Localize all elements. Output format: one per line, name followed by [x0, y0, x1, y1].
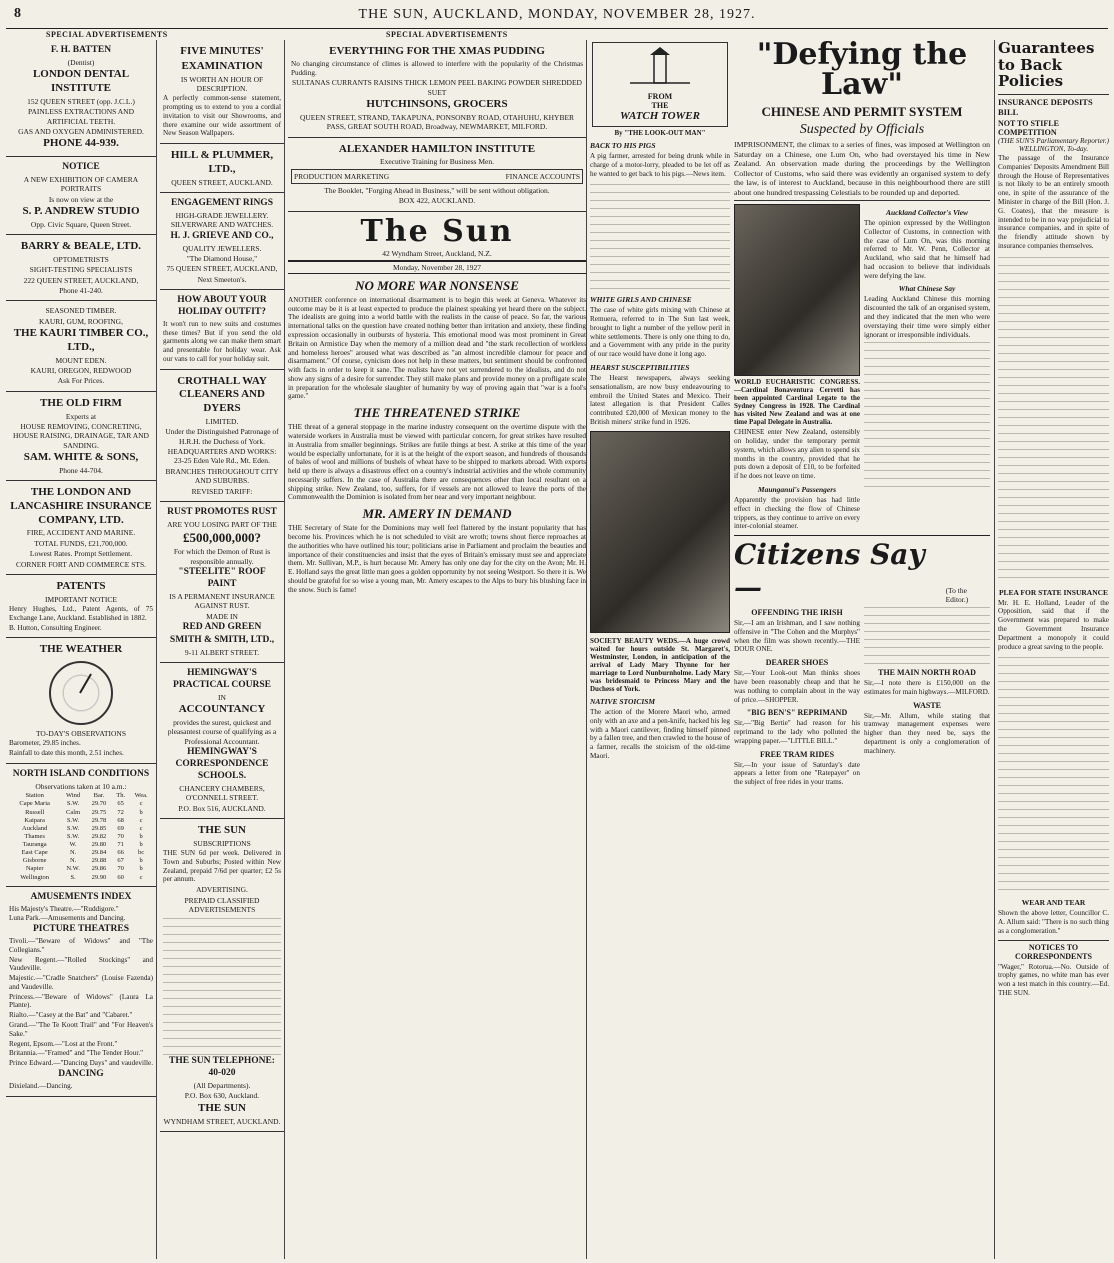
- main-headline: "Defying the Law": [756, 40, 968, 102]
- item-kicker: WHITE GIRLS AND CHINESE: [590, 295, 692, 305]
- letter-heading: "BIG BEN'S" REPRIMAND: [746, 708, 848, 718]
- patents-notice: PATENTS IMPORTANT NOTICE Henry Hughes, Ltd., Patent Agents, of 75 Exchange Lane, Auckland. Established in 1882. B. Hutton, Consulting Engineer.: [6, 575, 156, 638]
- barometer-dial: [49, 661, 113, 725]
- editorial-body-3: THE Secretary of State for the Dominions may well feel flattered by the instant popularity that has become his. Provinces which he is not scheduled to visit are wroth; towns shout fierce reproaches at the authorities who have outlined his tour; politicians arise in Parliament and proclaim the beauties and importance of their constituencies and insist that the eyes of Britain's emissary must see and appreciate them. Mr. Sullivan, M.P., is hurt because Mr. Amery has only one day for the city on the Avon; Mr. H. E. Holland says the great little man goes a golden opportunity by not seeing Westport. So there it is. We should be grateful for so wise a young man, Mr. Amery escapes to the Alps to bury his blushing face in the snow. Such is fame!: [288, 524, 587, 594]
- ad-crothall-cleaners: CROTHALL WAY CLEANERS AND DYERS LIMITED. Under the Distinguished Patronage of H.R.H. the Duchess of York. HEADQUARTERS AND WORKS: 23-25 Eden Vale Rd., Mt. Eden. BRANCHES THROUGHOUT CITY AND SUBURBS. REVISED TARIFF:: [160, 370, 284, 502]
- editorial-headline-1: NO MORE WAR NONSENSE: [355, 277, 519, 293]
- byline: By "THE LOOK-OUT MAN": [614, 129, 706, 137]
- table-row: Auckland S.W. 29.85 69 c: [22, 824, 143, 832]
- letter-heading: OFFENDING THE IRISH: [751, 608, 843, 618]
- section-label-left: SPECIAL ADVERTISEMENTS: [46, 30, 168, 39]
- ad-andrew-studio: NOTICE A NEW EXHIBITION OF CAMERA PORTRAITS Is now on view at the S. P. ANDREW STUDIO Opp. Civic Square, Queen Street.: [6, 157, 156, 235]
- insurance-headline: Guarantees to Back Policies: [998, 40, 1095, 90]
- editorial-date: Monday, November 28, 1927: [288, 262, 586, 274]
- ad-five-minutes: FIVE MINUTES' EXAMINATION IS WORTH AN HOUR OF DESCRIPTION. A perfectly common-sense statement, prompting us to extend to you a cordial invitation to visit our Showrooms, and there examine our wide assortment of New Season Wallpapers.: [160, 40, 284, 144]
- page-number: 8: [14, 6, 21, 21]
- newspaper-page: [6, 4, 1108, 1259]
- ad-old-firm: THE OLD FIRM Experts at HOUSE REMOVING, CONCRETING, HOUSE RAISING, DRAINAGE, TAR AND SANDING. SAM. WHITE & SONS, Phone 44-704.: [6, 392, 156, 481]
- ad-rust-promotes-rust: RUST PROMOTES RUST ARE YOU LOSING PART OF THE £500,000,000? For which the Demon of Rust is responsible annually. "STEELITE" ROOF PAINT IS A PERMANENT INSURANCE AGAINST RUST. MADE IN RED AND GREEN SMITH & SMITH, LTD., 9-11 ALBERT STREET.: [160, 502, 284, 663]
- ad-barry-beale: BARRY & BEALE, LTD. OPTOMETRISTS SIGHT-TESTING SPECIALISTS 222 QUEEN STREET, AUCKLAND, Phone 41-240.: [6, 235, 156, 301]
- letter-heading: FREE TRAM RIDES: [759, 749, 835, 759]
- column-2: [160, 40, 285, 1259]
- article-text: [998, 254, 1109, 584]
- amusements-index: AMUSEMENTS INDEX His Majesty's Theatre.—"Ruddigore." Luna Park.—Amusements and Dancing. PICTURE THEATRES Tivoli.—"Beware of Widows" and "The Collegians." New Regent.—"Rolled Stockings" and Vaudeville. Majestic.—"Cradle Snatchers" (Louise Fazenda) and Vaudeville. Princess.—"Beware of Widows" (Laura La Plante). Rialto.—"Casey at the Bat" and "Cabaret." Grand.—"The Te Koott Trail" and "For Heaven's Sake." Regent, Epsom.—"Lost at the Front." Britannia.—"Framed" and "The Tender Hour." Prince Edward.—"Dancing Days" and vaudeville. DANCING Dixieland.—Dancing.: [6, 887, 156, 1097]
- watch-tower-logo: FROM THE WATCH TOWER: [592, 42, 728, 127]
- photo-caption: WORLD EUCHARISTIC CONGRESS.—Cardinal Bonaventura Cerretti has been appointed Cardinal Legate to the Sydney Congress in 1928. The Cardinal has visited New Zealand and was at one time Papal Delegate in Australia.: [734, 378, 860, 427]
- letter-heading: WASTE: [912, 700, 941, 710]
- table-row: Cape Maria S.W. 29.70 65 c: [19, 800, 143, 808]
- ad-batten: F. H. BATTEN (Dentist) LONDON DENTAL INSTITUTE 152 QUEEN STREET (opp. J.C.L.) PAINLESS EXTRACTIONS AND ARTIFICIAL TEETH. GAS AND OXYGEN ADMINISTERED. PHONE 44-939.: [6, 40, 156, 157]
- ad-xmas-pudding: EVERYTHING FOR THE XMAS PUDDING No changing circumstance of climes is allowed to interfere with the popularity of the Christmas Pudding. SULTANAS CURRANTS RAISINS THICK LEMON PEEL BAKING POWDER SHREDDED SUET HUTCHINSONS, GROCERS QUEEN STREET, STRAND, TAKAPUNA, PONSONBY ROAD, OTAHUHU, KHYBER PASS, GREAT SOUTH ROAD, Broadway, NEWMARKET, MILFORD.: [288, 40, 586, 138]
- verse-text: [590, 181, 730, 291]
- letters-section: OFFENDING THE IRISH Sir,—I am an Irishman, and I saw nothing offensive in "The Cohen and the Murphys" when the film was shown recently.—THE DOUR ONE. DEARER SHOES Sir,—Your Look-out Man thinks shoes have been reasonably cheap and that he was nothing to complain about in the way of price.—SHOPPER. "BIG BEN'S" REPRIMAND Sir,—"Big Bertie" had reason for his reprimand to the lady who polluted the wrapping paper.—"LITTLE BILL." FREE TRAM RIDES Sir,—In your issue of Saturday's date appears a letter from one "Ratepayer" on the subject of free rides in your trams. THE MAIN NORTH ROAD Sir,—I note there is £150,000 on the estimates for main highways.—MILFORD. WASTE Sir,—Mr. Allum, while stating that tramway management expenses were higher than they need be, says the department is only a conglomeration of machinery.: [734, 604, 990, 787]
- column-4: FROM THE WATCH TOWER By "THE LOOK-OUT MAN" BACK TO HIS PIGS A pig farmer, arrested for being drunk while in charge of a motor-lorry, pleaded to be let off as he wanted to get back to his pigs.—News item. WHITE GIRLS AND CHINESE The case of white girls mixing with Chinese at Remuera, referred to in The Sun last week, brought to light a number of the yellow peril in white settlements. There is only one thing to do, and a Government with any pride in the purity of our race would have done it long ago. HEARST SUSCEPTIBILITIES The Hearst newspapers, always seeking sensationalism, are now busy endeavouring to embroil the United States and Mexico. Their latest allegation is that President Calles contributed £20,000 of Mexican money to the British miners' strike fund in 1926. SOCIETY BEAUTY WEDS.—A huge crowd waited for hours outside St. Margaret's, Westminster, London, in anticipation of the arrival of Lady Mary Thynne for her marriage to Lord Nunburnholme. Lady Mary was bridesmaid to Princess Mary and the Duchess of York. NATIVE STOICISM The action of the Morere Maori who, armed only with an axe and a pen-knife, hacked his leg with a Maori cantilever, finding himself pinned by a fallen tree, and then crawled to the house of a farmer, recalls the stoicism of the old-time Maori.: [590, 40, 730, 1259]
- sun-subscriptions: THE SUN SUBSCRIPTIONS THE SUN 6d per week. Delivered in Town and Suburbs; Posted within New Zealand, prepaid 7/6d per quarter; £2 5s per annum. ADVERTISING. PREPAID CLASSIFIED ADVERTISEMENTS THE SUN TELEPHONE: 40-020 (All Departments). P.O. Box 630, Auckland. THE SUN WYNDHAM STREET, AUCKLAND.: [160, 819, 284, 1132]
- table-row: Wellington S. 29.90 60 c: [20, 873, 143, 881]
- lead-paragraph: IMPRISONMENT, the climax to a series of fines, was imposed at Wellington on Saturday on a Chinese, one Lum On, who had overstayed his time in New Zealand. An observation made during the proceedings by the Wellington Collector of Customs, who said there was evidently an organised system to defy the law, is of interest to Auckland, because in this neighbourhood there are still about one hundred trespassing Celestials to be rounded up and deported.: [734, 140, 990, 201]
- masthead-title: THE SUN, AUCKLAND, MONDAY, NOVEMBER 28, 1927.: [358, 7, 756, 22]
- letter-heading: THE MAIN NORTH ROAD: [878, 668, 976, 678]
- table-row: Russell Calm 29.75 72 b: [25, 808, 143, 816]
- table-row: Tauranga W. 29.80 71 b: [22, 841, 143, 849]
- advertising-tariff-text: [163, 915, 281, 1055]
- column-1: [6, 40, 157, 1259]
- table-row: Napier N.W. 29.86 70 b: [25, 865, 143, 873]
- ad-hemingway: HEMINGWAY'S PRACTICAL COURSE IN ACCOUNTANCY provides the surest, quickest and pleasantest course of qualifying as a Professional Accountant. HEMINGWAY'S CORRESPONDENCE SCHOOLS. CHANCERY CHAMBERS, O'CONNELL STREET. P.O. Box 516, AUCKLAND.: [160, 663, 284, 819]
- column-5: "Defying the Law" CHINESE AND PERMIT SYSTEM Suspected by Officials IMPRISONMENT, the climax to a series of fines, was imposed at Wellington on Saturday on a Chinese, one Lum On, who had overstayed his time in New Zealand. An observation made during the proceedings by the Wellington Collector of Customs, who said there was evidently an organised system to defy the law, is of interest to Auckland, because in this neighbourhood there are still about one hundred trespassing Celestials to be rounded up and deported. WORLD EUCHARISTIC CONGRESS.—Cardinal Bonaventura Cerretti has been appointed Cardinal Legate to the Sydney Congress in 1928. The Cardinal has visited New Zealand and was at one time Papal Delegate in Australia. CHINESE enter New Zealand, ostensibly on holiday, under the temporary permit system, which allows any alien to spend six months in the country, provided that he puts down a deposit of £10, to be forfeited if he does not leave on time. Maunganui's Passengers Apparently the provision has had little effect in checking the flow of Chinese trippers, as they continue to arrive on every inter-colonial steamer. Auckland Collector's View The opinion expressed by the Wellington Collector of Customs, in connection with the case of Lum On, was this morning referred to Mr. W. Penn, Collector at Auckland, who said that he himself had had occasion to believe that individuals were defying the law. What Chinese Say Leading Auckland Chinese this morning discounted the talk of an organised system, and they indicated that the men who were overstaying their time were simply either ignorant or irresponsible individuals. Citizens Say— (To the Editor.) OFFENDING THE IRISH Sir,—I am an Irishman, and I saw nothing offensive in "The Cohen and the Murphys" when the film was shown recently.—THE DOUR ONE. DEARER SHOES Sir,—Your Look-out Man thinks shoes have been reasonably cheap and that he was nothing to complain about in the way of price.—SHOPPER. "BIG BEN'S" REPRIMAND Sir,—"Big Bertie" had reason for his reprimand to the lady who polluted the wrapping paper.—"LITTLE BILL." FREE TRAM RIDES Sir,—In your issue of Saturday's date appears a letter from one "Ratepayer" on the subject of free rides in your trams. THE MAIN NORTH ROAD Sir,—I note there is £150,000 on the estimates for main highways.—MILFORD. WASTE Sir,—Mr. Allum, while stating that tramway management expenses were higher than they need be, says the department is only a conglomeration of machinery.: [734, 40, 990, 787]
- ad-hill-plummer: HILL & PLUMMER, LTD., QUEEN STREET, AUCKLAND.: [160, 144, 284, 193]
- table-row: East Cape N. 29.84 66 bc: [21, 849, 145, 857]
- north-island-conditions: NORTH ISLAND CONDITIONS Observations taken at 10 a.m.: Station Wind Bar. Th. Wea. Cape Maria S.W. 29.70 65 c Russell Calm 29.75 72 b Kaipara S.W. 29.78 68 c Auckland S.W. 29.85 69 c Thames S.W. 29.82 70 b Tauranga W. 29.80 71 b East Cape N. 29.84 66 bc Gisborne N. 29.88 67 b Napier N.W. 29.86 70 b Wellington S. 29.90 60 c: [6, 764, 156, 887]
- cardinal-photo: [734, 204, 860, 376]
- column-6: Guarantees to Back Policies INSURANCE DEPOSITS BILL NOT TO STIFLE COMPETITION (THE SUN'S Parliamentary Reporter.) WELLINGTON, To-day. The passage of the Insurance Companies' Deposits Amendment Bill through the House of Representatives is not likely to be an entirely smooth one, in spite of the assurance of the Minister in charge of the Bill (Hon. J. G. Coates), that the measure is intended to be in no way prejudicial to insurance companies, and in spite of the friendly attitude shown by insurance companies themselves. PLEA FOR STATE INSURANCE Mr. H. E. Holland, Leader of the Opposition, said that if the Government was prepared to make the Government Insurance Department a monopoly it could produce a great saving to the people. WEAR AND TEAR Shown the above letter, Councillor C. A. Allum said: "There is no such thing as a conglomeration." NOTICES TO CORRESPONDENTS "Wager," Rotorua.—No. Outside of trophy games, no white man has ever won a test match in this country.—Ed. THE SUN.: [994, 40, 1109, 1259]
- weather-section: THE WEATHER TO-DAY'S OBSERVATIONS Barometer, 29.85 inches. Rainfall to date this month, 2.51 inches.: [6, 638, 156, 764]
- editorial-headline-2: THE THREATENED STRIKE: [353, 405, 521, 421]
- table-header: Station Wind Bar. Th. Wea.: [25, 792, 148, 800]
- table-row: Kaipara S.W. 29.78 68 c: [24, 816, 143, 824]
- item-kicker: NATIVE STOICISM: [590, 697, 656, 707]
- citizens-say-banner: Citizens Say— (To the Editor.): [734, 535, 990, 604]
- ad-holiday-outfit: HOW ABOUT YOUR HOLIDAY OUTFIT? It won't run to new suits and costumes these times? But if you send the old garments along we can make them smart and presentable for holiday wear. Ask our vans to call for your holiday suit.: [160, 290, 284, 370]
- nameplate: The Sun 42 Wyndham Street, Auckland, N.Z.: [288, 212, 586, 262]
- editorial-body-1: ANOTHER conference on international disarmament is to begin this week at Geneva. Whatever its outcome may be it is at least expected to produce the plainest speaking yet heard there on the subject. The idealists are going into a world battle with the realists in the cause of peace. So far, the various international talks on the question have created nothing better than irritation and anxiety, these finding expression occasionally in outbursts of hysteria. This emotional mood was most prominent in Great Britain on Armistice Day when the memory of a million dead and "the stark recollection of workless and homeless heroes" aroused what was described as "an almost incredible clamour for peace and disarmament." Of course, cynicism does not help in these matters, but sentiment should be confronted with facts in order to keep it sane. The realists have not yet surrendered to the idealists, and do not show any signs of a desire for surrender. They still make plans and provide money on a profligate scale in preparation for the wholesale slaughter of humanity by way of proving again that "war is a fool's game.": [288, 295, 586, 401]
- masthead: [6, 4, 1108, 29]
- editorial-body-2: THE threat of a general stoppage in the marine industry consequent on the overtime dispute with the waterside workers in Australia must be viewed with particular concern, for great strikes have resulted in Australia from smaller beginnings. Strikes are futile things at best. A strike at this time of the year would be especially unfortunate, for it is at the height of the export season, and hundreds of thousands of bales of wool and millions of bushels of wheat have to be shipped to markets abroad. With exports held up there is always a disastrous effect on a country's industrial activities and the whole community necessarily suffers. In the case of Australia there are consequences other than local resultant on a shipping strike. New Zealand, too, suffers, for if vessels are not allowed to leave the ports of the Commonwealth the Dominion is isolated from her near and very important neighbour.: [288, 423, 586, 502]
- subheadline: CHINESE AND PERMIT SYSTEM: [761, 104, 963, 119]
- nameplate-title: The Sun: [360, 213, 514, 249]
- conditions-table: [9, 792, 153, 881]
- section-label-right: SPECIAL ADVERTISEMENTS: [386, 30, 508, 39]
- letter-heading: DEARER SHOES: [765, 658, 829, 668]
- table-row: Thames S.W. 29.82 70 b: [24, 832, 143, 840]
- column-3: [288, 40, 587, 1259]
- society-wedding-photo: [590, 431, 730, 633]
- article-text: [998, 654, 1109, 894]
- ad-alexander-hamilton: ALEXANDER HAMILTON INSTITUTE Executive Training for Business Men. PRODUCTION MARKETING FINANCE ACCOUNTS The Booklet, "Forging Ahead in Business," will be sent without obligation. BOX 422, AUCKLAND.: [288, 138, 586, 212]
- item-kicker: HEARST SUSCEPTIBILITIES: [590, 363, 690, 373]
- editorial-headline-3: MR. AMERY IN DEMAND: [362, 506, 512, 522]
- photo-caption: SOCIETY BEAUTY WEDS.—A huge crowd waited for hours outside St. Margaret's, Westminster, London, in anticipation of the arrival of Lady Mary Thynne for her marriage to Lord Nunburnholme. Lady Mary was bridesmaid to Princess Mary and the Duchess of York.: [590, 636, 730, 693]
- table-row: Gisborne N. 29.88 67 b: [22, 857, 143, 865]
- item-kicker: BACK TO HIS PIGS: [590, 141, 656, 150]
- ad-kauri-timber: SEASONED TIMBER. KAURI, GUM, ROOFING, THE KAURI TIMBER CO., LTD., MOUNT EDEN. KAURI, OREGON, REDWOOD Ask For Prices.: [6, 301, 156, 391]
- ad-engagement-rings: ENGAGEMENT RINGS HIGH-GRADE JEWELLERY. SILVERWARE AND WATCHES. H. J. GRIEVE AND CO., QUALITY JEWELLERS. "The Diamond House," 75 QUEEN STREET, AUCKLAND, Next Smeeton's.: [160, 193, 284, 290]
- tower-icon: [630, 47, 690, 87]
- ad-london-lancashire: THE LONDON AND LANCASHIRE INSURANCE COMPANY, LTD. FIRE, ACCIDENT AND MARINE. TOTAL FUNDS, £21,700,000. Lowest Rates. Prompt Settlement. CORNER FORT AND COMMERCE STS.: [6, 481, 156, 575]
- subheadline-2: Suspected by Officials: [799, 122, 925, 137]
